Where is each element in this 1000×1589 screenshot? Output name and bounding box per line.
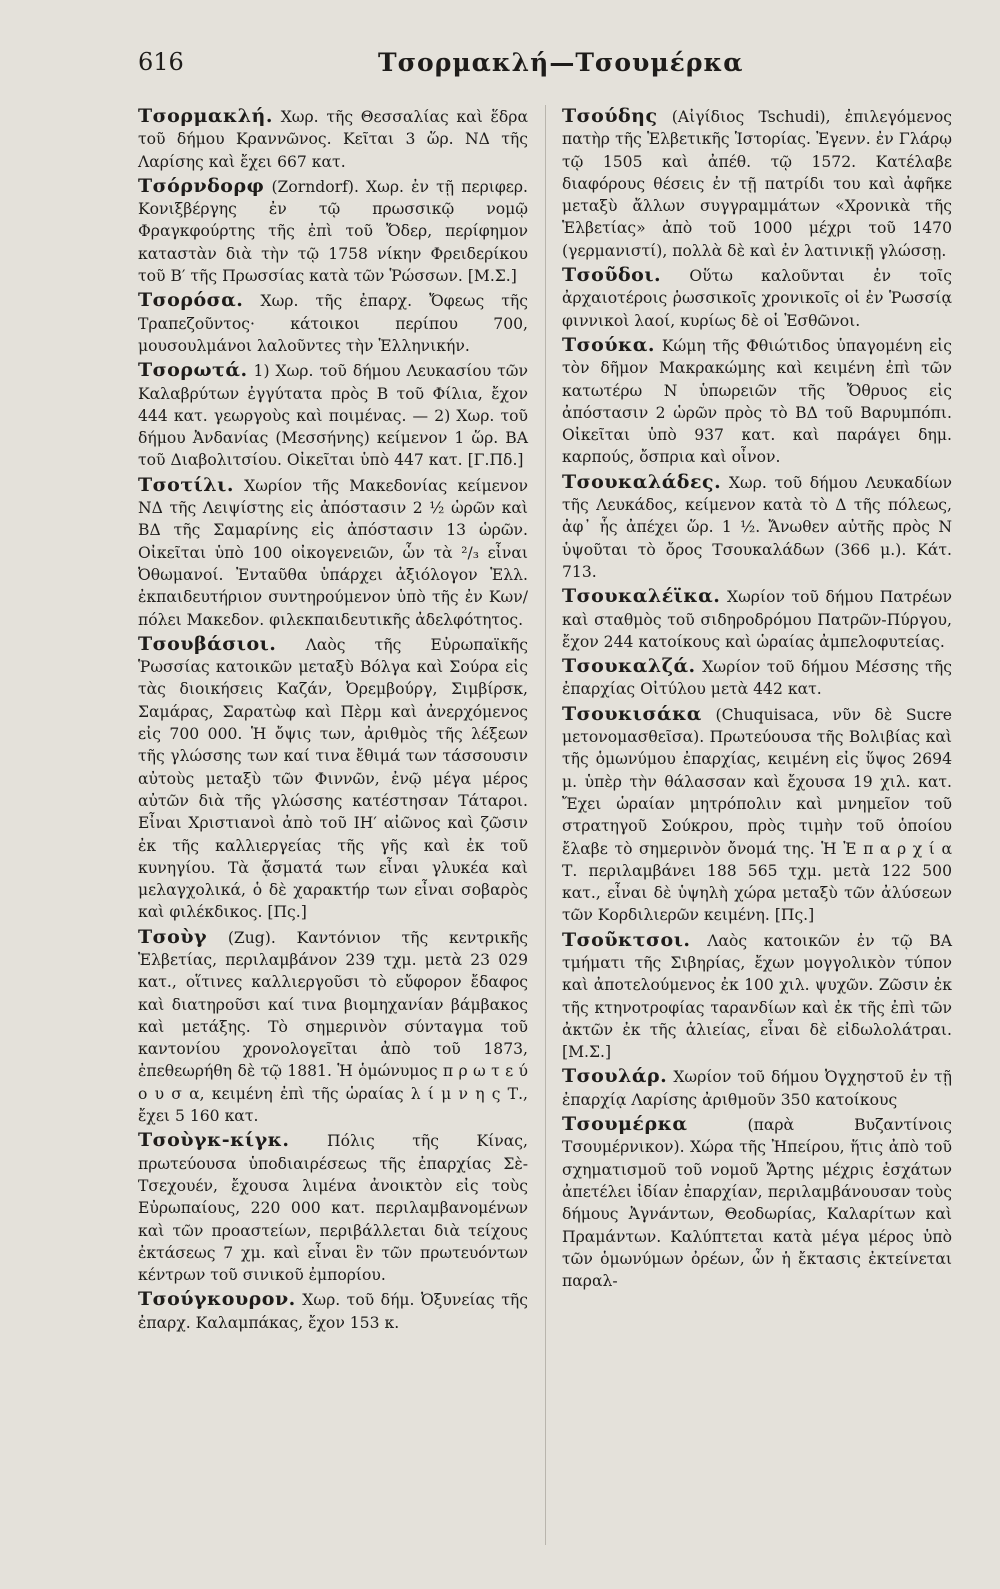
- entry-headword: Τσοῦδοι.: [562, 264, 662, 287]
- entry-headword: Τσορμακλή.: [138, 105, 273, 127]
- entry: [562, 334, 952, 469]
- entry: [138, 359, 528, 471]
- entry: [138, 1129, 528, 1286]
- entry-headword: Τσοὺγ: [138, 925, 208, 948]
- entry-headword: Τσορωτά.: [138, 359, 248, 382]
- entry-text: (παρὰ Βυζαντίνοις Τσουμέρνικον). Χώρα τῆς Ἠπείρου, ἥτις ἀπὸ τοῦ σχηματισμοῦ τοῦ νομοῦ Ἄρτης μέχρις ἐσχάτων ἀπετέλει ἰδίαν ἐπαρχίαν, περιλαμβάνουσαν τοὺς δήμους Ἀγνάντων, Θεοδωρίας, Καλαρίτων καὶ Πραμάντων. Καλύπτεται κατὰ μέγα μέρος ὑπὸ τῶν ὁμωνύμων ὀρέων, ὧν ἡ ἔκτασις ἐκτείνεται παραλ-: [562, 1116, 952, 1291]
- entry-text: 1) Χωρ. τοῦ δήμου Λευκασίου τῶν Καλαβρύτων ἐγγύτατα πρὸς Β τοῦ Φίλια, ἔχον 444 κατ. γεωργοὺς καὶ ποιμένας. — 2) Χωρ. τοῦ δήμου Ἀνδανίας (Μεσσήνης) κείμενον 1 ὥρ. ΒΑ τοῦ Διαβολιτσίου. Οἰκεῖται ὑπὸ 447 κατ. [Γ.Πδ.]: [138, 362, 528, 470]
- entry-text: (Zorndorf). Χωρ. ἐν τῇ περιφερ. Κονιξβέργης ἐν τῷ πρωσσικῷ νομῷ Φραγκφούρτης τῆς ἐπὶ τοῦ Ὄδερ, περίφημον καταστὰν διὰ τὴν τῷ 1758 νίκην Φρειδερίκου τοῦ Β′ τῆς Πρωσσίας κατὰ τῶν Ῥώσσων. [Μ.Σ.]: [138, 177, 528, 286]
- entry-headword: Τσοῦκτσοι.: [562, 928, 691, 951]
- entry-headword: Τσουμέρκα: [562, 1113, 688, 1136]
- entry: [562, 1065, 952, 1111]
- entry: [562, 264, 952, 332]
- entry: [562, 1113, 952, 1292]
- entry-text: Οὕτω καλοῦνται ἐν τοῖς ἀρχαιοτέροις ῥωσσικοῖς χρονικοῖς οἱ ἐν Ῥωσσίᾳ φιννικοὶ λαοί, κυρίως δὲ οἱ Ἐσθῶνοι.: [562, 267, 952, 330]
- entry-text: Χωρ. τῆς Θεσσαλίας καὶ ἕδρα τοῦ δήμου Κραννῶνος. Κεῖται 3 ὥρ. ΝΔ τῆς Λαρίσης καὶ ἔχει 667 κατ.: [138, 108, 528, 171]
- entry: [138, 175, 528, 287]
- running-title: Τσορμακλή—Τσουμέρκα: [378, 48, 744, 77]
- entry-text: Λαὸς τῆς Εὐρωπαϊκῆς Ῥωσσίας κατοικῶν μεταξὺ Βόλγα καὶ Σούρα εἰς τὰς διοικήσεις Καζάν, Ὀρεμβούργ, Σιμβίρσκ, Σαμάρας, Σαρατὼφ καὶ Πὲρμ καὶ ἀνερχόμενος εἰς 700 000. Ἡ ὄψις των, ἀριθμὸς τῆς λέξεων τῆς γλώσσης των καί τινα ἔθιμά των τάσσουσιν αὐτοὺς μεταξὺ τῶν Φιννῶν, ἐνῷ μέγα μέρος αὐτῶν διὰ τῆς γλώσσης κατέστησαν Τάταροι. Εἶναι Χριστιανοὶ ἀπὸ τοῦ ΙΗ′ αἰῶνος καὶ ζῶσιν ἐκ τῆς καλλιεργείας τῆς γῆς καὶ ἐκ τοῦ κυνηγίου. Τὰ ᾄσματά των εἶναι γλυκέα καὶ μελαγχολικά, ὁ δὲ χαρακτήρ των εἶναι σοβαρὸς καὶ φιλέκδικος. [Πς.]: [138, 635, 528, 922]
- entry: [562, 929, 952, 1064]
- entry-text: Χωρ. τῆς ἐπαρχ. Ὄφεως τῆς Τραπεζοῦντος· κάτοικοι περίπου 700, μουσουλμάνοι λαλοῦντες τὴν Ἑλληνικήν.: [138, 292, 528, 355]
- entry-text: Πόλις τῆς Κίνας, πρωτεύουσα ὑποδιαιρέσεως τῆς ἐπαρχίας Σὲ-Τσεχουέν, ἔχουσα λιμένα ἀνοικτὸν εἰς τοὺς Εὐρωπαίους, 220 000 κατ. περιλαμβανομένων καὶ τῶν προαστείων, περιβάλλεται διὰ τείχους ἐκτάσεως 7 χμ. καὶ εἶναι ἓν τῶν πρωτευόντων κέντρων τοῦ σινικοῦ ἐμπορίου.: [138, 1132, 528, 1285]
- entry-text: Χωρίον τοῦ δήμου Ὀγχηστοῦ ἐν τῇ ἐπαρχίᾳ Λαρίσης ἀριθμοῦν 350 κατοίκους: [562, 1068, 952, 1109]
- entry-headword: Τσουκαλέϊκα.: [562, 585, 721, 608]
- entry-headword: Τσουκαλζά.: [562, 655, 696, 678]
- entry-text: (Chuquisaca, νῦν δὲ Sucre μετονομασθεῖσα). Πρωτεύουσα τῆς Βολιβίας καὶ τῆς ὁμωνύμου ἐπαρχίας, κειμένη εἰς ὕψος 2694 μ. ὑπὲρ τὴν θάλασσαν καὶ ἔχουσα 19 χιλ. κατ. Ἔχει ὡραίαν μητρόπολιν καὶ μνημεῖον τοῦ στρατηγοῦ Σούκρου, πρὸς τιμὴν τοῦ ὁποίου ἔλαβε τὸ σημερινὸν ὄνομά της. Ἡ Ἐ π α ρ χ ί α Τ. περιλαμβάνει 188 565 τχμ. μετὰ 122 500 κατ., εἶναι δὲ ὑψηλὴ χώρα μεταξὺ τῶν ἀλύσεων τῶν Κορδιλιερῶν κειμένη. [Πς.]: [562, 705, 952, 925]
- entry-text: Λαὸς κατοικῶν ἐν τῷ ΒΑ τμήματι τῆς Σιβηρίας, ἔχων μογγολικὸν τύπον καὶ ἀποτελούμενος ἐκ 100 χιλ. ψυχῶν. Ζῶσιν ἐκ τῆς κτηνοτροφίας ταρανδίων καὶ ἐκ τῆς ἐπὶ τῶν ἀκτῶν ἐκ τῆς ἁλιείας, εἶναι δὲ εἰδωλολάτραι. [Μ.Σ.]: [562, 931, 952, 1062]
- entry: [138, 105, 528, 173]
- entry-headword: Τσούκα.: [562, 333, 655, 356]
- entry: [138, 289, 528, 357]
- page-number: 616: [138, 48, 184, 76]
- entry: [138, 633, 528, 924]
- entry-headword: Τσοὺγκ-κίγκ.: [138, 1129, 290, 1152]
- entry-headword: Τσουλάρ.: [562, 1065, 668, 1088]
- entry-headword: Τσουκισάκα: [562, 702, 702, 725]
- entry: [562, 471, 952, 583]
- right-column: [562, 105, 952, 1294]
- entry: [138, 1288, 528, 1334]
- entry-headword: Τσόρνδορφ: [138, 174, 265, 197]
- entry: [138, 926, 528, 1128]
- entry: [138, 474, 528, 631]
- page-header: [138, 48, 940, 88]
- entry-text: Χωρ. τοῦ δήμ. Ὀξυνείας τῆς ἐπαρχ. Καλαμπάκας, ἔχον 153 κ.: [138, 1291, 528, 1332]
- entry-headword: Τσουκαλάδες.: [562, 470, 722, 493]
- entry-text: Χωρίον τῆς Μακεδονίας κείμενον ΝΔ τῆς Λειψίστης εἰς ἀπόστασιν 2 ½ ὡρῶν καὶ ΒΔ τῆς Σαμαρίνης εἰς ἀπόστασιν 13 ὡρῶν. Οἰκεῖται ὑπὸ 100 οἰκογενειῶν, ὧν τὰ ²/₃ εἶναι Ὀθωμανοί. Ἐνταῦθα ὑπάρχει ἀξιόλογον Ἑλλ. ἐκπαιδευτήριον συντηρούμενον ὑπὸ τῆς ἐν Κων/πόλει Μακεδον. φιλεκπαιδευτικῆς ἀδελφότητος.: [138, 476, 528, 629]
- entry-headword: Τσούδης: [562, 105, 658, 127]
- entry-text: (Zug). Καντόνιον τῆς κεντρικῆς Ἑλβετίας, περιλαμβάνον 239 τχμ. μετὰ 23 029 κατ., οἵτινες καλλιεργοῦσι τὸ εὔφορον ἔδαφος καὶ διατηροῦσι καί τινα βιομηχανίαν βάμβακος καὶ μετάξης. Τὸ σημερινὸν σύνταγμα τοῦ καντονίου χρονολογεῖται ἀπὸ τοῦ 1873, ἐπεθεωρήθη δὲ τῷ 1881. Ἡ ὁμώνυμος π ρ ω τ ε ύ ο υ σ α, κειμένη ἐπὶ τῆς ὡραίας λ ί μ ν η ς Τ., ἔχει 5 160 κατ.: [138, 928, 528, 1126]
- entry-text: Χωρίον τοῦ δήμου Πατρέων καὶ σταθμὸς τοῦ σιδηροδρόμου Πατρῶν-Πύργου, ἔχον 244 κατοίκους καὶ ὡραίας ἀμπελοφυτείας.: [562, 588, 952, 651]
- entry-headword: Τσουβάσιοι.: [138, 632, 277, 655]
- left-column: [138, 105, 528, 1336]
- column-divider: [545, 105, 546, 1545]
- entry-text: Κώμη τῆς Φθιώτιδος ὑπαγομένη εἰς τὸν δῆμον Μακρακώμης καὶ κειμένη ἐπὶ τῶν κατωτέρω Ν ὑπωρειῶν τῆς Ὄθρυος εἰς ἀπόστασιν 2 ὡρῶν πρὸς τὸ ΒΔ τοῦ Βαρυμπόπι. Οἰκεῖται ὑπὸ 937 κατ. καὶ παράγει δημ. καρπούς, ὄσπρια καὶ οἶνον.: [562, 336, 952, 467]
- entry-text: (Αἰγίδιος Tschudi), ἐπιλεγόμενος πατὴρ τῆς Ἑλβετικῆς Ἱστορίας. Ἐγενν. ἐν Γλάρῳ τῷ 1505 καὶ ἀπέθ. τῷ 1572. Κατέλαβε διαφόρους θέσεις ἐν τῇ πατρίδι του καὶ ἀφῆκε μεταξὺ ἄλλων συγγραμμάτων «Χρονικὰ τῆς Ἑλβετίας» ἀπὸ τοῦ 1000 μέχρι τοῦ 1470 (γερμανιστί), πολλὰ δὲ καὶ ἐν λατινικῇ γλώσσῃ.: [562, 108, 952, 260]
- entry-text: Χωρίον τοῦ δήμου Μέσσης τῆς ἐπαρχίας Οἰτύλου μετὰ 442 κατ.: [562, 658, 952, 699]
- entry: [562, 655, 952, 701]
- entry: [562, 105, 952, 262]
- entry-headword: Τσοτίλι.: [138, 473, 234, 496]
- entry: [562, 703, 952, 927]
- entry-headword: Τσορόσα.: [138, 289, 244, 312]
- entry-text: Χωρ. τοῦ δήμου Λευκαδίων τῆς Λευκάδος, κείμενον κατὰ τὸ Δ τῆς πόλεως, ἀφ᾽ ἧς ἀπέχει ὥρ. 1 ½. Ἄνωθεν αὐτῆς πρὸς Ν ὑψοῦται τὸ ὄρος Τσουκαλάδων (366 μ.). Κάτ. 713.: [562, 473, 952, 581]
- entry-headword: Τσούγκουρον.: [138, 1288, 296, 1311]
- entry: [562, 585, 952, 653]
